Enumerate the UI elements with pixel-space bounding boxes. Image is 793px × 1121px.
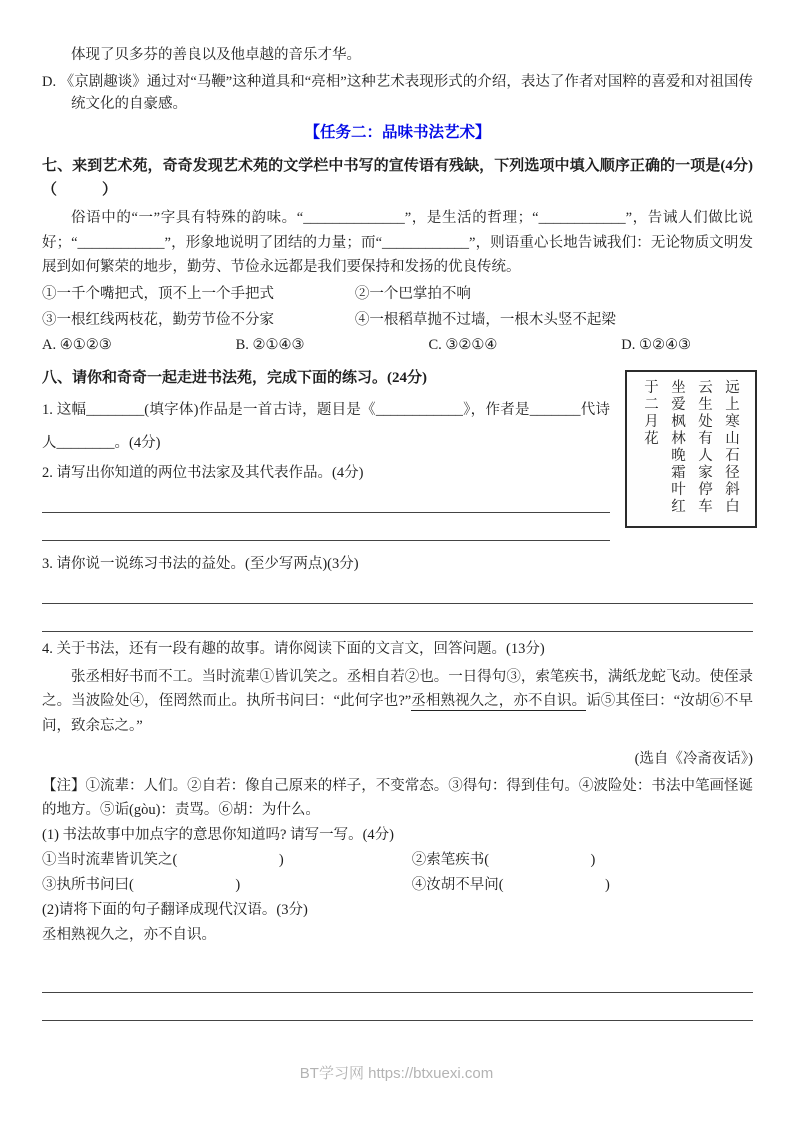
answer-line: [42, 517, 610, 541]
word-blank-3: ③执所书问曰( ): [42, 877, 241, 893]
passage-seg3: 诟⑤其侄曰：“汝胡⑥不早问，致余忘之。”: [42, 693, 753, 734]
choice-a: A. ④①②③: [42, 336, 112, 353]
q8-sub2-title: (2)请将下面的句子翻译成现代汉语。(3分): [42, 902, 308, 918]
classical-passage: [42, 665, 753, 739]
passage-source: (选自《冷斋夜话》): [634, 751, 753, 767]
q7-option-row-1: [42, 283, 753, 306]
option-d-label: D.: [42, 74, 57, 90]
question7-passage: 俗语中的“一”字具有特殊的韵味。“______________”，是生活的哲理；“____________”，告诫人们做比说好；“____________”，形象地说明了团结的力量；而“____________”，则语重心长地告诫我们：无论物质文明发展到如何繁荣的地步，勤劳、节俭永远都是我们要保持和发扬的优良传统。: [42, 210, 753, 275]
q7-option-3: ③一根红线两枝花，勤劳节俭不分家: [42, 311, 274, 328]
q7-option-row-2: [42, 309, 753, 332]
calligraphy-poem-text: 远上寒山石径斜白云生处有人家停车坐爱枫林晚霜叶红于二月花: [642, 379, 739, 515]
question8-title: 八、请你和奇奇一起走进书法苑，完成下面的练习。(24分): [42, 369, 427, 386]
q8-item1: 1. 这幅________(填字体)作品是一首古诗，题目是《____________》，作者是_______代诗人________。(4分): [42, 401, 610, 451]
question7-title: 七、来到艺术苑，奇奇发现艺术苑的文学栏中书写的宣传语有残缺，下列选项中填入顺序正确的一项是(4分)（ ）: [42, 158, 753, 198]
answer-line: [42, 997, 753, 1021]
word-blank-2: ②索笔疾书( ): [411, 852, 596, 868]
q8-sub1-row1: [42, 849, 753, 872]
q8-item2: 2. 请写出你知道的两位书法家及其代表作品。(4分): [42, 464, 364, 481]
q8-sub1-title: (1) 书法故事中加点字的意思你知道吗? 请写一写。(4分): [42, 827, 394, 843]
passage-seg1: 张丞相好书而不工。当时流辈①皆讥笑之。丞相自若②也。一日得句③，索笔疾书，满纸龙蛇飞动。使侄录之。当波险处④，侄罔然而止。执所书问曰：“此何字也?”: [42, 668, 753, 709]
passage-underlined-sentence: 丞相熟视久之，亦不自识。: [411, 693, 587, 709]
word-blank-1: ①当时流辈皆讥笑之( ): [42, 852, 284, 868]
q7-option-1: ①一千个嘴把式，顶不上一个手把式: [42, 285, 274, 302]
option-continuation-text: 体现了贝多芬的善良以及他卓越的音乐才华。: [71, 47, 361, 63]
passage-notes: 【注】①流辈：人们。②自若：像自己原来的样子，不变常态。③得句：得到佳句。④波险处：书法中笔画怪诞的地方。⑤诟(gòu)：责骂。⑥胡：为什么。: [42, 778, 753, 818]
q8-sub2-sentence: 丞相熟视久之，亦不自识。: [42, 927, 216, 943]
site-watermark: BT学习网 https://btxuexi.com: [299, 1065, 494, 1082]
q7-option-2: ②一个巴掌拍不响: [354, 285, 471, 302]
choice-d: D. ①②④③: [621, 336, 691, 353]
q8-item4: 4. 关于书法，还有一段有趣的故事。请你阅读下面的文言文，回答问题。(13分): [42, 640, 545, 657]
option-d: [42, 71, 753, 115]
word-blank-4: ④汝胡不早问( ): [411, 877, 610, 893]
option-d-text: 《京剧趣谈》通过对“马鞭”这种道具和“亮相”这种艺术表现形式的介绍，表达了作者对国粹的喜爱和对祖国传统文化的自豪感。: [59, 74, 753, 112]
q7-answer-choices: [42, 334, 753, 357]
calligraphy-artwork-frame: [625, 370, 757, 528]
answer-line: [42, 489, 610, 513]
choice-b: B. ②①④③: [235, 336, 305, 353]
q8-item3: 3. 请你说一说练习书法的益处。(至少写两点)(3分): [42, 555, 359, 572]
answer-line: [42, 969, 753, 993]
choice-c: C. ③②①④: [428, 336, 498, 353]
task-banner: 【任务二：品味书法艺术】: [304, 124, 491, 141]
q7-option-4: ④一根稻草抛不过墙，一根木头竖不起梁: [354, 311, 616, 328]
q8-sub1-row2: [42, 874, 753, 897]
answer-line: [42, 608, 753, 632]
answer-line: [42, 580, 753, 604]
